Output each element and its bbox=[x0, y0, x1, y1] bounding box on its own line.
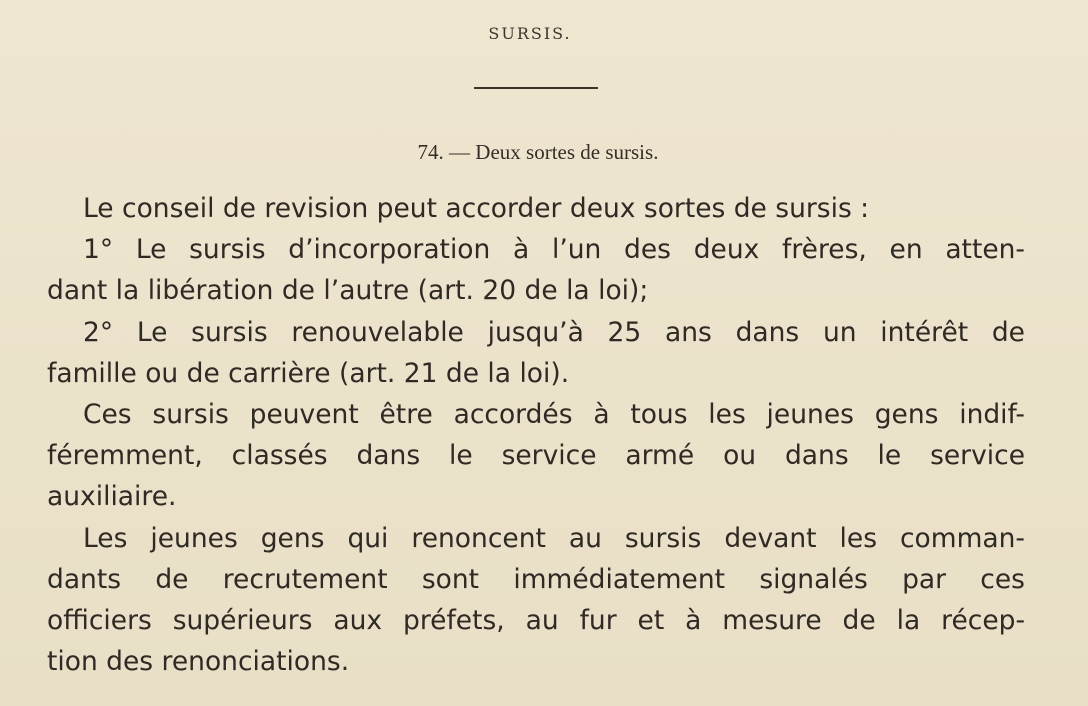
paragraph-4-line-3: auxiliaire. bbox=[47, 481, 177, 513]
body-text bbox=[47, 188, 1025, 682]
paragraph-3-line-1: 2° Le sursis renouvelable jusqu’à 25 ans dans un intérêt de bbox=[83, 316, 1025, 348]
paragraph-4-line-1: Ces sursis peuvent être accordés à tous les jeunes gens indif- bbox=[83, 399, 1025, 431]
paragraph-1-line-1: Le conseil de revision peut accorder deux sortes de sursis : bbox=[83, 193, 870, 224]
paragraph-4-line-2: féremment, classés dans le service armé ou dans le service bbox=[47, 440, 1025, 472]
paragraph-2-line-1: 1° Le sursis d’incorporation à l’un des deux frères, en atten- bbox=[83, 234, 1025, 266]
header-rule bbox=[474, 87, 598, 89]
paragraph-5-line-3: officiers supérieurs aux préfets, au fur et à mesure de la récep- bbox=[47, 605, 1025, 637]
paragraph-3-line-2: famille ou de carrière (art. 21 de la loi). bbox=[47, 357, 570, 389]
paragraph-5-line-4: tion des renonciations. bbox=[47, 646, 350, 678]
section-heading: 74. — Deux sortes de sursis. bbox=[417, 140, 659, 164]
running-head: SURSIS. bbox=[488, 24, 572, 43]
paragraph-2-line-2: dant la libération de l’autre (art. 20 de la loi); bbox=[47, 275, 649, 307]
paragraph-5-line-1: Les jeunes gens qui renoncent au sursis devant les comman- bbox=[83, 522, 1025, 554]
paragraph-5-line-2: dants de recrutement sont immédiatement signalés par ces bbox=[47, 563, 1025, 595]
